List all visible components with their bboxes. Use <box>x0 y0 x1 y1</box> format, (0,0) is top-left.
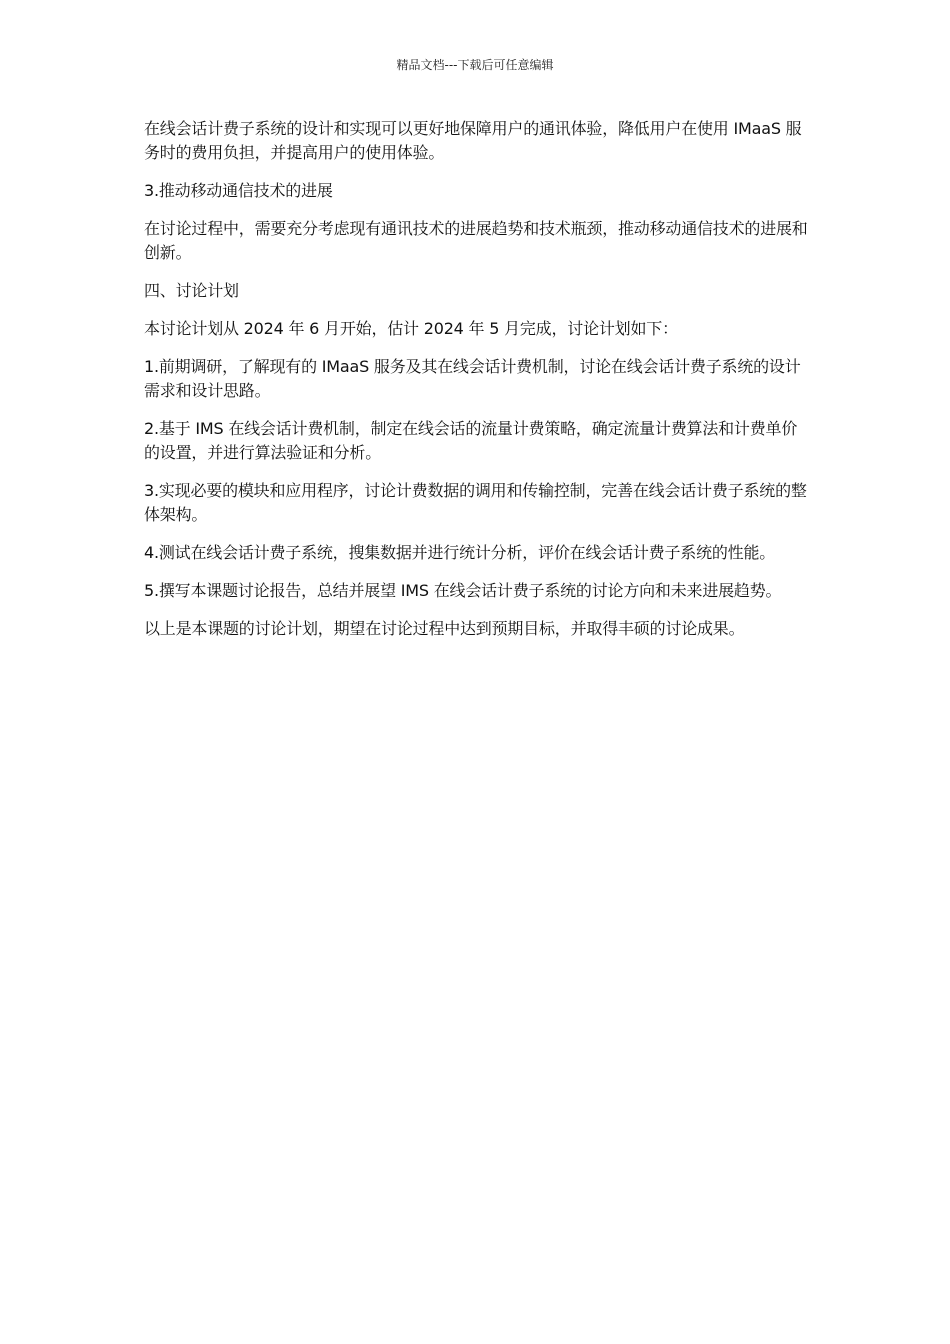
paragraph-intro-benefits: 在线会话计费子系统的设计和实现可以更好地保障用户的通讯体验，降低用户在使用 IMaaS 服务时的费用负担，并提高用户的使用体验。 <box>144 119 802 162</box>
page-header: 精品文档---下载后可任意编辑 <box>396 58 554 72</box>
document-body <box>144 117 808 655</box>
paragraph-conclusion: 以上是本课题的讨论计划，期望在讨论过程中达到预期目标，并取得丰硕的讨论成果。 <box>144 619 745 638</box>
plan-item-2: 2.基于 IMS 在线会话计费机制，制定在线会话的流量计费策略，确定流量计费算法和计费单价的设置，并进行算法验证和分析。 <box>144 419 798 462</box>
plan-item-3: 3.实现必要的模块和应用程序，讨论计费数据的调用和传输控制，完善在线会话计费子系统的整体架构。 <box>144 481 807 524</box>
section-heading-plan: 四、讨论计划 <box>144 281 239 300</box>
plan-item-1: 1.前期调研，了解现有的 IMaaS 服务及其在线会话计费机制，讨论在线会话计费子系统的设计需求和设计思路。 <box>144 357 801 400</box>
plan-item-5: 5.撰写本课题讨论报告，总结并展望 IMS 在线会话计费子系统的讨论方向和未来进展趋势。 <box>144 581 782 600</box>
section-heading-tech-progress: 3.推动移动通信技术的进展 <box>144 181 333 200</box>
plan-item-4: 4.测试在线会话计费子系统，搜集数据并进行统计分析，评价在线会话计费子系统的性能。 <box>144 543 776 562</box>
paragraph-tech-progress: 在讨论过程中，需要充分考虑现有通讯技术的进展趋势和技术瓶颈，推动移动通信技术的进展和创新。 <box>144 219 808 262</box>
paragraph-plan-timeline: 本讨论计划从 2024 年 6 月开始，估计 2024 年 5 月完成，讨论计划如下： <box>144 319 678 338</box>
